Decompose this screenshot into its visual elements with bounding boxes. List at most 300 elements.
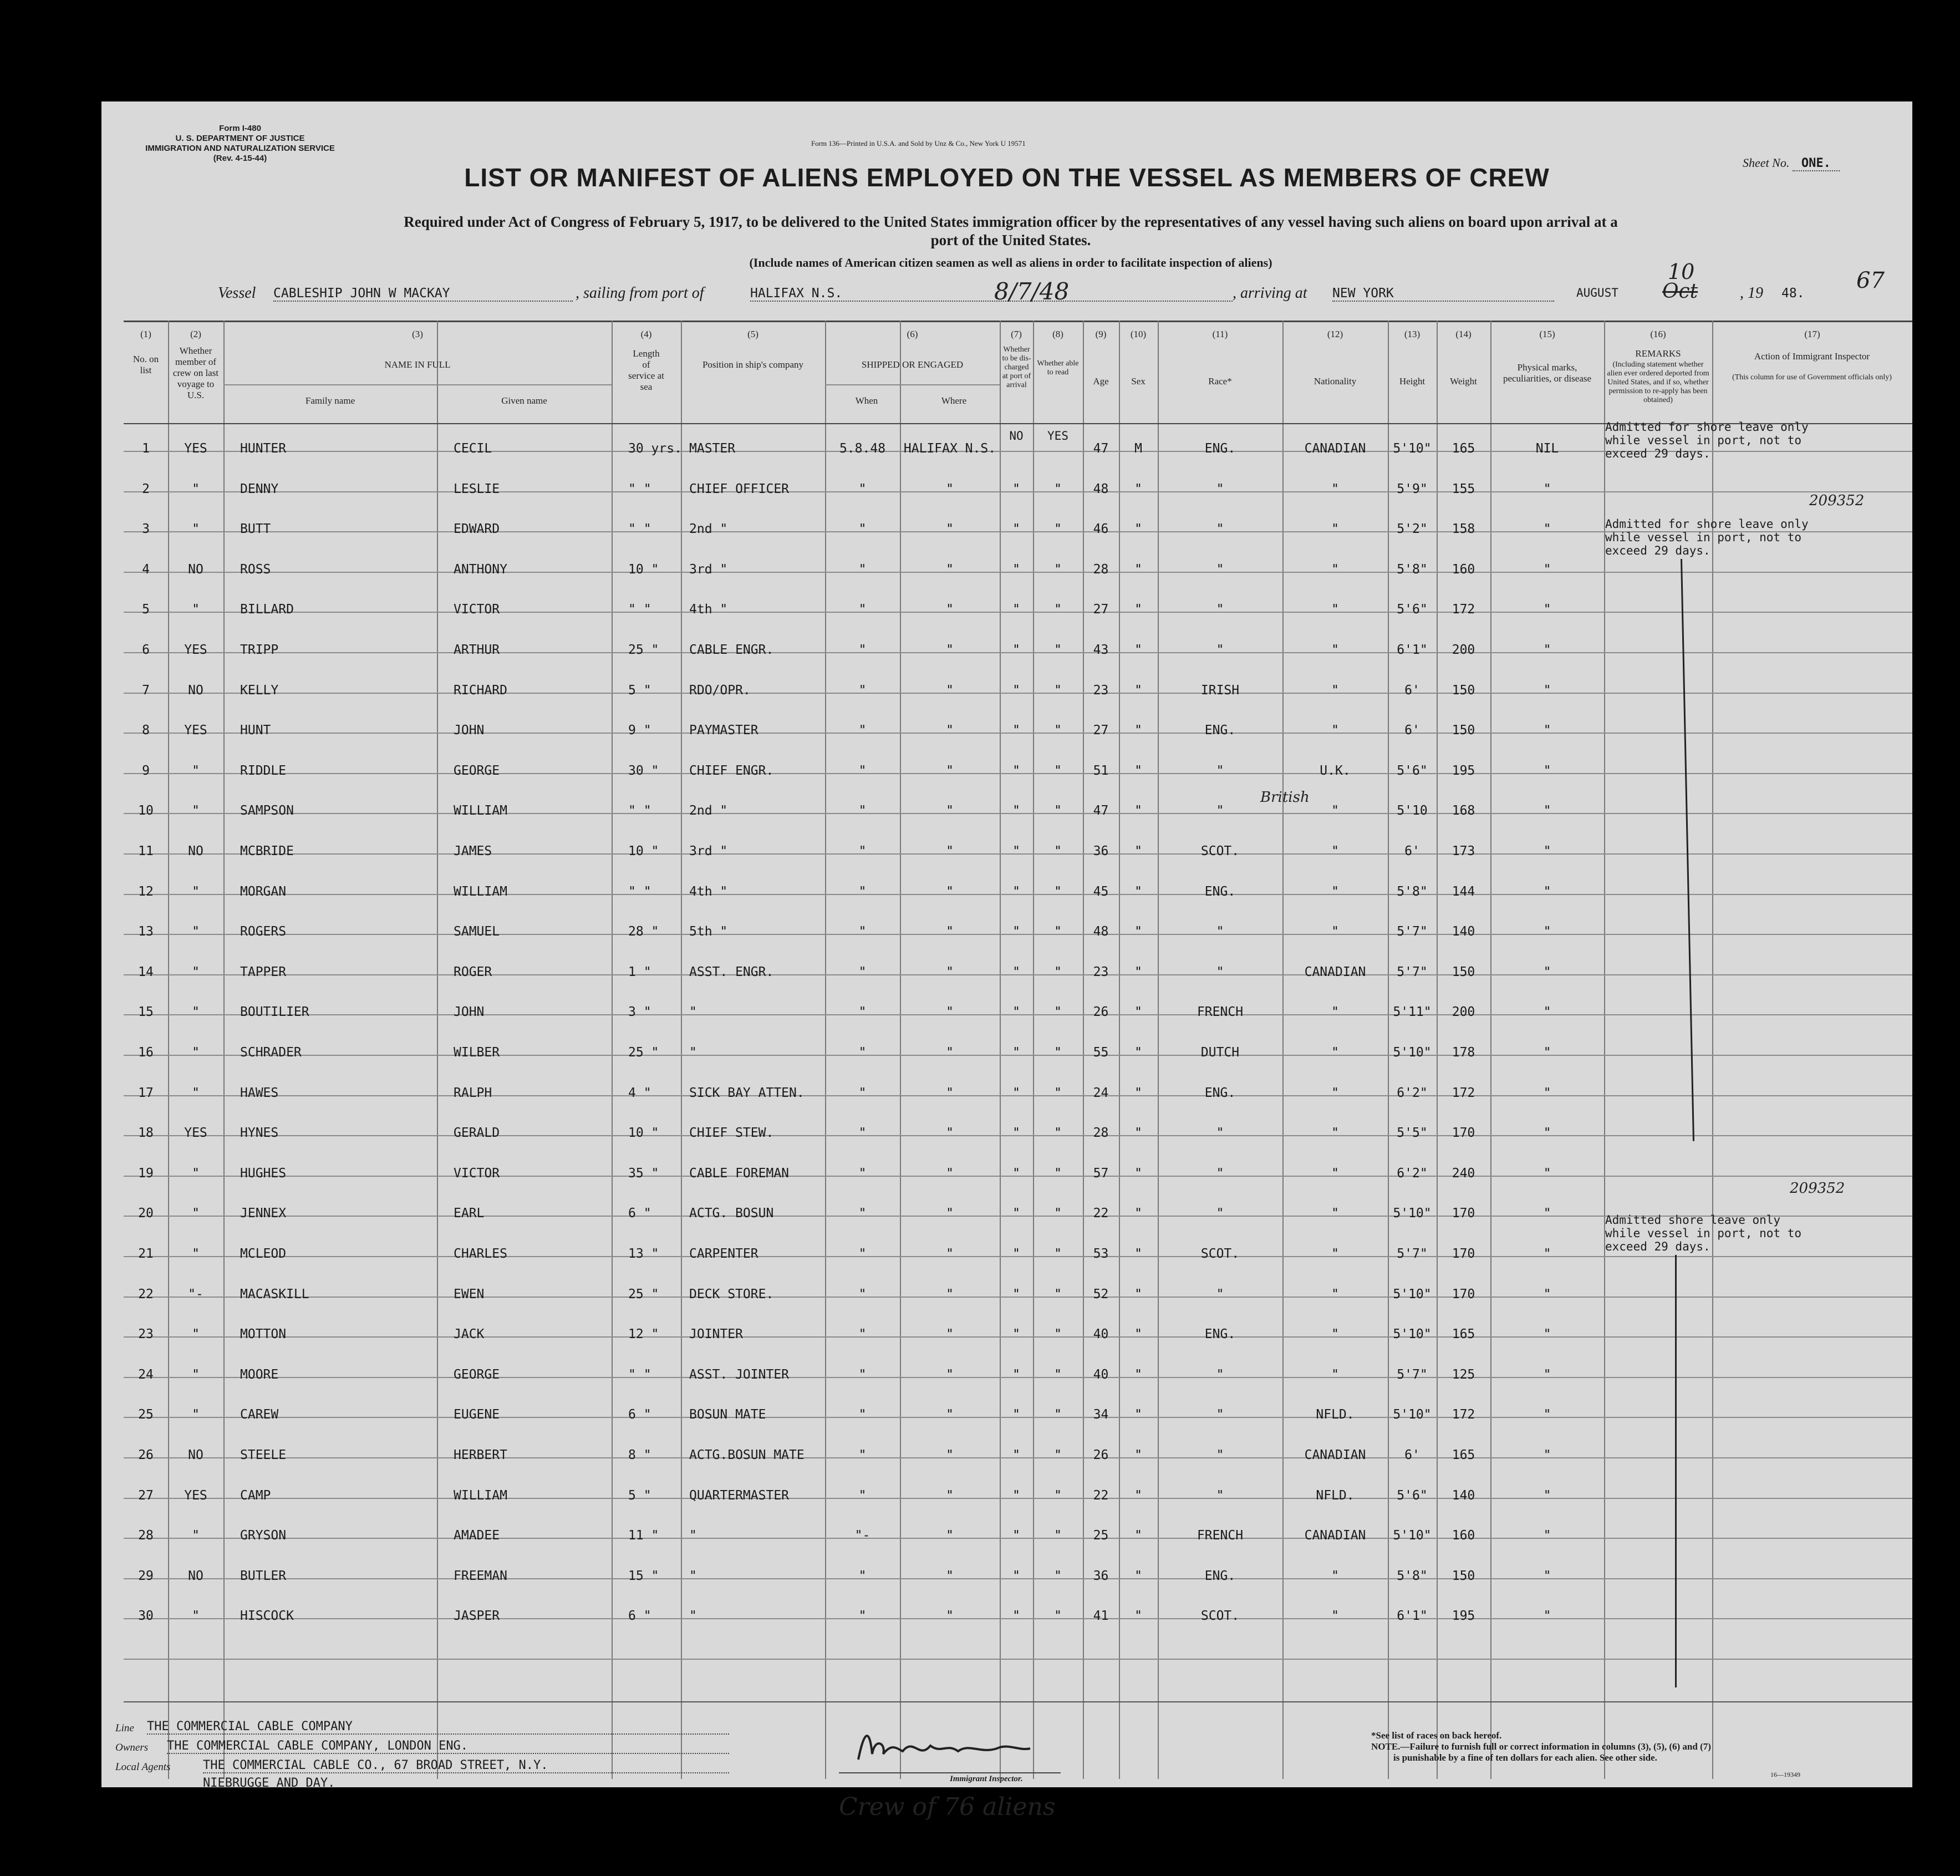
cell-marks: " <box>1543 1166 1551 1181</box>
cell-weight: 200 <box>1452 1005 1475 1019</box>
cell-service: " " <box>628 804 651 818</box>
cell-race: ENG. <box>1204 1569 1236 1583</box>
sailing-label: , sailing from port of <box>576 284 704 302</box>
col-position: Position in ship's company <box>702 359 804 370</box>
cell-sex: " <box>1134 1569 1142 1583</box>
cell-read: " <box>1054 924 1062 939</box>
cell-age: 26 <box>1093 1005 1109 1019</box>
cell-prev: " <box>192 1166 200 1181</box>
cell-where: " <box>946 482 954 496</box>
cell-disch: " <box>1012 1166 1020 1181</box>
cell-read: " <box>1054 482 1062 496</box>
cell-no: 12 <box>138 884 154 899</box>
cell-height: 5'2" <box>1397 522 1428 536</box>
column-number: (8) <box>1052 329 1063 339</box>
cell-height: 5'9" <box>1397 482 1428 496</box>
cell-read: " <box>1054 1327 1062 1341</box>
cell-nat: " <box>1331 1126 1339 1140</box>
cell-service: 5 " <box>628 683 651 698</box>
cell-age: 27 <box>1093 602 1109 617</box>
cell-race: " <box>1216 1126 1224 1140</box>
cell-race: " <box>1216 965 1224 979</box>
cell-position: ASST. JOINTER <box>689 1367 790 1382</box>
column-number: (4) <box>640 329 652 339</box>
cell-position: BOSUN MATE <box>689 1407 766 1422</box>
cell-marks: " <box>1543 602 1551 617</box>
cell-marks: NIL <box>1535 441 1559 456</box>
cell-sex: " <box>1134 482 1142 496</box>
cell-age: 53 <box>1093 1247 1109 1261</box>
cell-marks: " <box>1543 1528 1551 1543</box>
cell-family: ROSS <box>240 562 271 577</box>
cell-weight: 165 <box>1452 1448 1475 1462</box>
cell-where: " <box>946 1166 954 1181</box>
cell-position: " <box>689 1045 697 1060</box>
cell-nat: " <box>1331 1005 1339 1019</box>
cell-marks: " <box>1543 1407 1551 1422</box>
cell-when: " <box>858 723 867 738</box>
cell-family: BOUTILIER <box>240 1005 309 1019</box>
cell-age: 47 <box>1093 441 1109 456</box>
cell-family: TRIPP <box>240 643 279 657</box>
line-label: Line <box>115 1722 134 1734</box>
cell-where: " <box>946 804 954 818</box>
cell-marks: " <box>1543 965 1551 979</box>
cell-nat: CANADIAN <box>1304 1528 1366 1543</box>
cell-position: 5th " <box>689 924 728 939</box>
departure-port: HALIFAX N.S. <box>750 286 1233 302</box>
col-prev-voyage: Whether member of crew on last voyage to U.S. <box>172 345 219 400</box>
cell-given: GEORGE <box>454 764 500 778</box>
column-number: (3) <box>412 329 423 339</box>
cell-disch: " <box>1012 804 1020 818</box>
cell-race: " <box>1216 1367 1224 1382</box>
cell-position: MASTER <box>689 441 736 456</box>
cell-sex: " <box>1134 1327 1142 1341</box>
cell-given: WILLIAM <box>454 804 507 818</box>
cell-read: " <box>1054 1407 1062 1422</box>
cell-prev: " <box>192 924 200 939</box>
cell-read: " <box>1054 602 1062 617</box>
cell-race: " <box>1216 1407 1224 1422</box>
cell-family: CAREW <box>240 1407 279 1422</box>
punch-hole <box>69 357 98 385</box>
cell-position: CHIEF ENGR. <box>689 764 774 778</box>
cell-position: 3rd " <box>689 562 728 577</box>
cell-where: " <box>946 1367 954 1382</box>
cell-age: 52 <box>1093 1287 1109 1301</box>
cell-weight: 155 <box>1452 482 1475 496</box>
col-remarks-sub: (Including statement whether alien ever ordered deported from United States, and if so, whether permission to re-apply has been obtained) <box>1607 360 1709 404</box>
cell-nat: " <box>1331 1086 1339 1100</box>
cell-where: " <box>946 1448 954 1462</box>
cell-age: 46 <box>1093 522 1109 536</box>
cell-weight: 168 <box>1452 804 1475 818</box>
cell-given: WILLIAM <box>454 884 507 899</box>
cell-height: 5'10" <box>1393 1327 1432 1341</box>
cell-weight: 144 <box>1452 884 1475 899</box>
cell-given: GERALD <box>454 1126 500 1140</box>
cell-marks: " <box>1543 1448 1551 1462</box>
cell-no: 4 <box>142 562 150 577</box>
cell-read: " <box>1054 884 1062 899</box>
cell-given: WILBER <box>454 1045 500 1060</box>
cell-given: EWEN <box>454 1287 485 1301</box>
cell-given: RALPH <box>454 1086 492 1100</box>
cell-disch: " <box>1012 643 1020 657</box>
cell-disch: " <box>1012 1327 1020 1341</box>
cell-position: 2nd " <box>689 522 728 536</box>
read-top-value: YES <box>1047 429 1068 443</box>
cell-given: VICTOR <box>454 1166 500 1181</box>
cell-sex: " <box>1134 884 1142 899</box>
col-age: Age <box>1093 376 1109 387</box>
cell-position: " <box>689 1569 697 1583</box>
cell-service: 6 " <box>628 1609 651 1623</box>
col-height: Height <box>1399 376 1426 387</box>
cell-disch: " <box>1012 562 1020 577</box>
cell-prev: " <box>192 482 200 496</box>
cell-weight: 173 <box>1452 844 1475 858</box>
cell-marks: " <box>1543 1488 1551 1503</box>
cell-nat: " <box>1331 683 1339 698</box>
cell-height: 5'6" <box>1397 1488 1428 1503</box>
cell-prev: YES <box>184 1488 207 1503</box>
cell-no: 18 <box>138 1126 154 1140</box>
cell-nat: " <box>1331 482 1339 496</box>
cell-when: " <box>858 1206 867 1221</box>
cell-service: 25 " <box>628 1045 659 1060</box>
cell-read: " <box>1054 1569 1062 1583</box>
cell-prev: " <box>192 1005 200 1019</box>
remarks-block-3 <box>1605 1213 1801 1253</box>
cell-age: 57 <box>1093 1166 1109 1181</box>
cell-race: FRENCH <box>1197 1005 1244 1019</box>
cell-family: SCHRADER <box>240 1045 302 1060</box>
cell-service: 25 " <box>628 1287 659 1301</box>
cell-no: 29 <box>138 1569 154 1583</box>
cell-age: 25 <box>1093 1528 1109 1543</box>
cell-no: 23 <box>138 1327 154 1341</box>
cell-no: 6 <box>142 643 150 657</box>
year-label: , 19 <box>1740 284 1763 302</box>
cell-height: 5'10" <box>1393 1206 1432 1221</box>
cell-family: MCLEOD <box>240 1247 287 1261</box>
cell-nat: " <box>1331 1287 1339 1301</box>
cell-where: " <box>946 1086 954 1100</box>
cell-disch: " <box>1012 1367 1020 1382</box>
cell-family: MOTTON <box>240 1327 287 1341</box>
cell-when: " <box>858 1247 867 1261</box>
cell-given: SAMUEL <box>454 924 500 939</box>
cell-height: 5'7" <box>1397 1247 1428 1261</box>
cell-read: " <box>1054 643 1062 657</box>
discharged-top-value: NO <box>1009 429 1024 443</box>
cell-disch: " <box>1012 1247 1020 1261</box>
cell-race: " <box>1216 924 1224 939</box>
cell-marks: " <box>1543 1206 1551 1221</box>
cell-disch: " <box>1012 482 1020 496</box>
column-number: (15) <box>1539 329 1555 339</box>
cell-sex: " <box>1134 683 1142 698</box>
cell-family: ROGERS <box>240 924 287 939</box>
cell-age: 43 <box>1093 643 1109 657</box>
cell-position: ASST. ENGR. <box>689 965 774 979</box>
agents-value-2: NIEBRUGGE AND DAY. <box>203 1776 335 1790</box>
cell-weight: 150 <box>1452 1569 1475 1583</box>
cell-read: " <box>1054 562 1062 577</box>
include-note: (Include names of American citizen seamen as well as aliens in order to facilitate inspection of aliens) <box>749 256 1272 270</box>
cell-when: " <box>858 844 867 858</box>
cell-where: " <box>946 723 954 738</box>
cell-prev: "- <box>188 1287 203 1301</box>
cell-height: 5'11" <box>1393 1005 1432 1019</box>
remarks-block-2 <box>1605 517 1809 557</box>
cell-given: JACK <box>454 1327 485 1341</box>
cell-race: ENG. <box>1204 441 1236 456</box>
cell-no: 17 <box>138 1086 154 1100</box>
vessel-name: CABLESHIP JOHN W MACKAY <box>273 286 573 302</box>
cell-weight: 125 <box>1452 1367 1475 1382</box>
cell-family: JENNEX <box>240 1206 287 1221</box>
cell-prev: " <box>192 1367 200 1382</box>
col-weight: Weight <box>1450 376 1477 387</box>
col-shipped: SHIPPED OR ENGAGED <box>861 359 964 370</box>
cell-no: 22 <box>138 1287 154 1301</box>
cell-marks: " <box>1543 1569 1551 1583</box>
col-family-name: Family name <box>305 395 355 406</box>
cell-height: 6'1" <box>1397 1609 1428 1623</box>
cell-disch: " <box>1012 1609 1020 1623</box>
cell-when: " <box>858 562 867 577</box>
cell-sex: " <box>1134 723 1142 738</box>
cell-where: " <box>946 1407 954 1422</box>
cell-read: " <box>1054 1247 1062 1261</box>
cell-where: " <box>946 602 954 617</box>
cell-no: 1 <box>142 441 150 456</box>
failure-note-2: is punishable by a fine of ten dollars for each alien. See other side. <box>1393 1752 1657 1763</box>
remarks-block-1 <box>1605 420 1809 460</box>
cell-service: 4 " <box>628 1086 651 1100</box>
cell-marks: " <box>1543 1609 1551 1623</box>
cell-prev: " <box>192 1086 200 1100</box>
handwritten-crew-note: Crew of 76 aliens <box>839 1793 1056 1821</box>
cell-no: 3 <box>142 522 150 536</box>
cell-age: 40 <box>1093 1327 1109 1341</box>
col-action: Action of Immigrant Inspector <box>1754 351 1870 362</box>
cell-weight: 160 <box>1452 562 1475 577</box>
remarks-line: while vessel in port, not to <box>1605 434 1802 447</box>
cell-age: 55 <box>1093 1045 1109 1060</box>
cell-age: 40 <box>1093 1367 1109 1382</box>
column-number: (9) <box>1095 329 1107 339</box>
cell-height: 6' <box>1404 1448 1420 1462</box>
cell-where: " <box>946 562 954 577</box>
cell-sex: " <box>1134 1448 1142 1462</box>
cell-read: " <box>1054 1126 1062 1140</box>
cell-no: 9 <box>142 764 150 778</box>
cell-given: EARL <box>454 1206 485 1221</box>
cell-weight: 160 <box>1452 1528 1475 1543</box>
required-line: Required under Act of Congress of February 5, 1917, to be delivered to the United States immigration officer by the representatives of any vessel having such aliens on board upon arrival at a <box>404 213 1618 230</box>
cell-weight: 178 <box>1452 1045 1475 1060</box>
cell-disch: " <box>1012 1407 1020 1422</box>
cell-service: 30 yrs. <box>628 441 682 456</box>
cell-race: " <box>1216 804 1224 818</box>
cell-marks: " <box>1543 522 1551 536</box>
cell-where: " <box>946 965 954 979</box>
cell-family: GRYSON <box>240 1528 287 1543</box>
cell-height: 5'10" <box>1393 441 1432 456</box>
departure-date: 8/7/48 <box>994 278 1070 305</box>
cell-height: 5'8" <box>1397 1569 1428 1583</box>
cell-race: ENG. <box>1204 884 1236 899</box>
cell-sex: " <box>1134 924 1142 939</box>
stamp-number: 209352 <box>1790 1180 1845 1197</box>
cell-nat: " <box>1331 723 1339 738</box>
subheader-rule <box>825 384 1000 385</box>
column-number: (13) <box>1404 329 1421 339</box>
cell-weight: 150 <box>1452 965 1475 979</box>
cell-sex: " <box>1134 1287 1142 1301</box>
cell-prev: NO <box>188 1448 203 1462</box>
column-number: (14) <box>1455 329 1472 339</box>
cell-no: 24 <box>138 1367 154 1382</box>
cell-age: 22 <box>1093 1206 1109 1221</box>
remarks-line: Admitted shore leave only <box>1605 1213 1781 1227</box>
cell-where: " <box>946 844 954 858</box>
cell-service: 6 " <box>628 1407 651 1422</box>
cell-service: 30 " <box>628 764 659 778</box>
cell-race: ENG. <box>1204 723 1236 738</box>
col-nationality: Nationality <box>1314 376 1357 387</box>
cell-height: 5'8" <box>1397 884 1428 899</box>
cell-sex: " <box>1134 1367 1142 1382</box>
cell-disch: " <box>1012 1569 1020 1583</box>
cell-sex: " <box>1134 1247 1142 1261</box>
cell-nat: " <box>1331 562 1339 577</box>
col-action-sub: (This column for use of Government officials only) <box>1732 373 1892 382</box>
cell-read: " <box>1054 1448 1062 1462</box>
failure-note: NOTE.—Failure to furnish full or correct information in columns (3), (5), (6) and (7) <box>1371 1741 1711 1752</box>
cell-prev: " <box>192 1247 200 1261</box>
cell-race: " <box>1216 1206 1224 1221</box>
owners-label: Owners <box>115 1742 149 1753</box>
cell-prev: " <box>192 1407 200 1422</box>
cell-age: 48 <box>1093 924 1109 939</box>
cell-given: GEORGE <box>454 1367 500 1382</box>
column-number: (11) <box>1212 329 1228 339</box>
cell-given: JAMES <box>454 844 492 858</box>
cell-read: " <box>1054 804 1062 818</box>
cell-when: " <box>858 1569 867 1583</box>
remarks-line: exceed 29 days. <box>1605 447 1710 460</box>
cell-where: " <box>946 1126 954 1140</box>
cell-disch: " <box>1012 602 1020 617</box>
cell-service: 28 " <box>628 924 659 939</box>
cell-race: " <box>1216 764 1224 778</box>
cell-disch: " <box>1012 1488 1020 1503</box>
cell-when: " <box>858 683 867 698</box>
cell-sex: " <box>1134 1045 1142 1060</box>
cell-no: 19 <box>138 1166 154 1181</box>
punch-hole <box>69 1392 98 1421</box>
cell-age: 27 <box>1093 723 1109 738</box>
form-id-line: (Rev. 4-15-44) <box>213 154 267 163</box>
cell-where: " <box>946 1247 954 1261</box>
arrival-month: AUGUST <box>1576 286 1618 299</box>
cell-no: 26 <box>138 1448 154 1462</box>
cell-sex: " <box>1134 1005 1142 1019</box>
cell-read: " <box>1054 764 1062 778</box>
cell-given: JOHN <box>454 723 485 738</box>
cell-read: " <box>1054 1367 1062 1382</box>
cell-family: MCBRIDE <box>240 844 294 858</box>
cell-prev: YES <box>184 723 207 738</box>
cell-disch: " <box>1012 1045 1020 1060</box>
cell-height: 5'10" <box>1393 1045 1432 1060</box>
cell-no: 5 <box>142 602 150 617</box>
cell-nat: CANADIAN <box>1304 1448 1366 1462</box>
cell-height: 5'6" <box>1397 602 1428 617</box>
cell-marks: " <box>1543 1045 1551 1060</box>
cell-prev: YES <box>184 441 207 456</box>
cell-nat: " <box>1331 1206 1339 1221</box>
cell-age: 34 <box>1093 1407 1109 1422</box>
page-title: LIST OR MANIFEST OF ALIENS EMPLOYED ON THE VESSEL AS MEMBERS OF CREW <box>464 163 1550 192</box>
cell-prev: YES <box>184 643 207 657</box>
cell-disch: " <box>1012 1287 1020 1301</box>
remarks-line: while vessel in port, not to <box>1605 531 1802 544</box>
cell-weight: 150 <box>1452 723 1475 738</box>
stamp-number: 209352 <box>1809 492 1865 509</box>
cell-marks: " <box>1543 562 1551 577</box>
column-number: (12) <box>1327 329 1343 339</box>
cell-position: PAYMASTER <box>689 723 758 738</box>
cell-where: " <box>946 1569 954 1583</box>
cell-race: " <box>1216 1287 1224 1301</box>
cell-race: " <box>1216 1488 1224 1503</box>
cell-no: 8 <box>142 723 150 738</box>
cell-no: 10 <box>138 804 154 818</box>
cell-prev: " <box>192 602 200 617</box>
cell-position: CABLE ENGR. <box>689 643 774 657</box>
col-race: Race* <box>1208 376 1232 387</box>
cell-race: " <box>1216 522 1224 536</box>
cell-when: " <box>858 1488 867 1503</box>
agents-value: THE COMMERCIAL CABLE CO., 67 BROAD STREET, N.Y. <box>203 1758 729 1773</box>
cell-read: " <box>1054 522 1062 536</box>
cell-family: MACASKILL <box>240 1287 309 1301</box>
cell-disch: " <box>1012 522 1020 536</box>
cell-family: HUNTER <box>240 441 287 456</box>
cell-sex: " <box>1134 643 1142 657</box>
cell-sex: " <box>1134 1206 1142 1221</box>
arrival-port: NEW YORK <box>1332 286 1554 302</box>
col-name-full: NAME IN FULL <box>384 359 451 370</box>
arrival-day: 10 <box>1668 260 1695 284</box>
cell-given: JOHN <box>454 1005 485 1019</box>
cell-position: RDO/OPR. <box>689 683 751 698</box>
cell-prev: YES <box>184 1126 207 1140</box>
cell-age: 41 <box>1093 1609 1109 1623</box>
cell-given: HERBERT <box>454 1448 507 1462</box>
cell-read: " <box>1054 1287 1062 1301</box>
cell-disch: " <box>1012 924 1020 939</box>
remarks-line: while vessel in port, not to <box>1605 1227 1802 1240</box>
cell-age: 47 <box>1093 804 1109 818</box>
cell-sex: " <box>1134 602 1142 617</box>
